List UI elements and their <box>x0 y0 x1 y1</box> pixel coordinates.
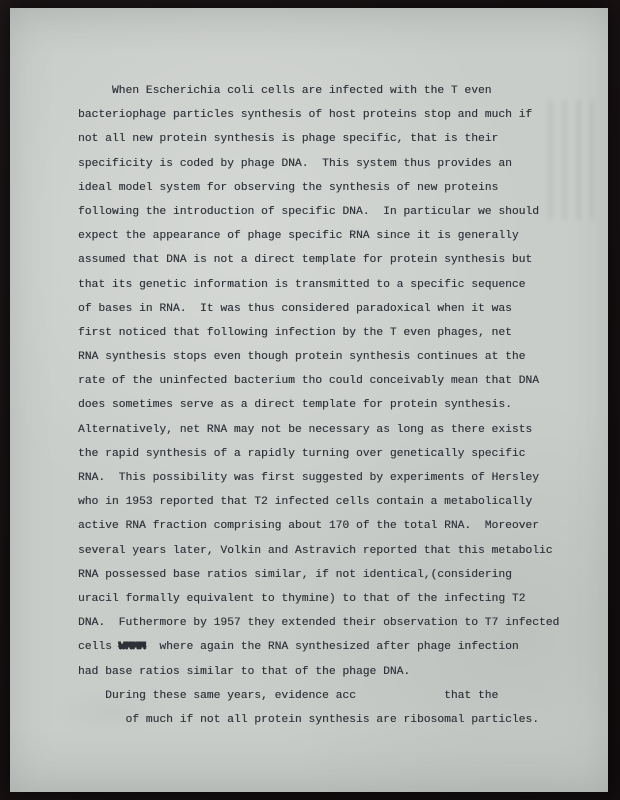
text-line: first noticed that following infection by the T even phages, net <box>78 326 512 339</box>
text-segment: where again the RNA synthesized after phage infection <box>145 641 519 654</box>
typewritten-text <box>78 79 578 732</box>
text-line: of much if not all protein synthesis are ribosomal particles. <box>78 713 539 726</box>
text-line: RNA. This possibility was first suggested by experiments of Hersley <box>78 472 539 484</box>
text-line: When Escherichia coli cells are infected with the T even <box>78 85 492 97</box>
text-line: RNA possessed base ratios similar, if not identical,(considering <box>78 568 512 581</box>
text-line: During these same years, evidence acc that the <box>78 689 499 702</box>
text-line: assumed that DNA is not a direct template for protein synthesis but <box>78 254 533 267</box>
document-page <box>10 8 608 792</box>
text-line: the rapid synthesis of a rapidly turning over genetically specific <box>78 447 526 460</box>
text-line: expect the appearance of phage specific RNA since it is generally <box>78 230 519 243</box>
text-line: ideal model system for observing the synthesis of new proteins <box>78 181 499 194</box>
text-line <box>78 635 578 659</box>
text-line: not all new protein synthesis is phage specific, that is their <box>78 133 499 146</box>
text-line: RNA synthesis stops even though protein synthesis continues at the <box>78 351 526 364</box>
text-line: active RNA fraction comprising about 170 of the total RNA. Moreover <box>78 520 539 533</box>
text-line: that its genetic information is transmitted to a specific sequence <box>78 278 526 291</box>
text-line: rate of the uninfected bacterium tho could conceivably mean that DNA <box>78 375 539 388</box>
text-line: had base ratios similar to that of the phage DNA. <box>78 665 411 678</box>
text-segment: cells <box>78 641 119 654</box>
text-line: DNA. Futhermore by 1957 they extended their observation to T7 infected <box>78 617 560 630</box>
struck-word: WMMM <box>118 641 146 654</box>
text-line: several years later, Volkin and Astravich reported that this metabolic <box>78 544 553 557</box>
text-line: Alternatively, net RNA may not be necessary as long as there exists <box>78 423 533 436</box>
text-line: uracil formally equivalent to thymine) to that of the infecting T2 <box>78 592 526 605</box>
text-line: bacteriophage particles synthesis of host proteins stop and much if <box>78 109 533 122</box>
text-line: following the introduction of specific DNA. In particular we should <box>78 205 539 218</box>
text-line: of bases in RNA. It was thus considered paradoxical when it was <box>78 302 512 315</box>
text-line: specificity is coded by phage DNA. This system thus provides an <box>78 157 512 170</box>
text-line: does sometimes serve as a direct template for protein synthesis. <box>78 399 512 412</box>
text-line: who in 1953 reported that T2 infected cells contain a metabolically <box>78 496 533 509</box>
